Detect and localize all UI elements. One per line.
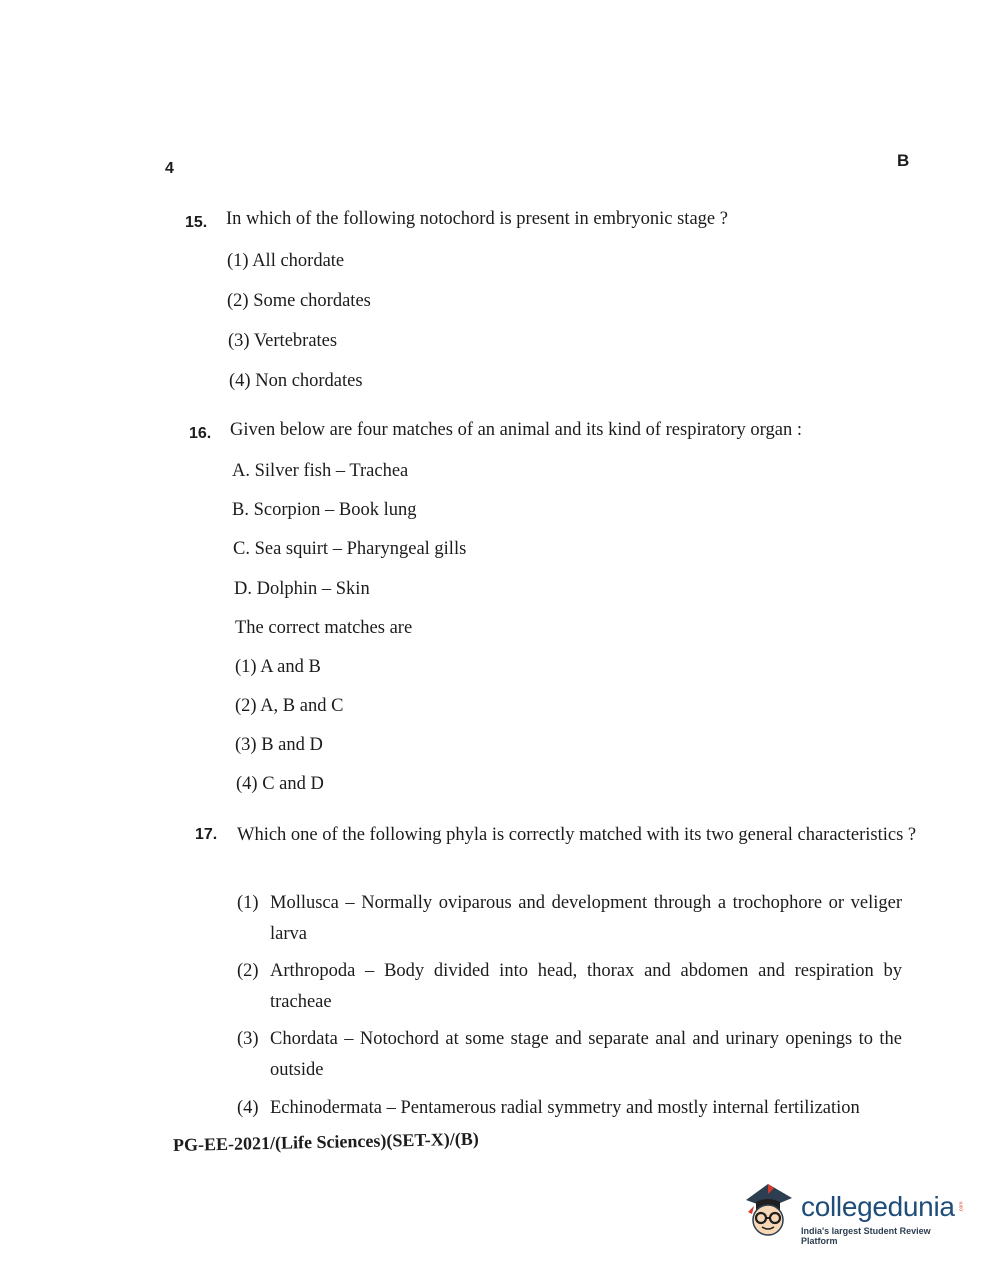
option-text: All chordate [252,251,345,271]
option-number: (3) [235,735,257,755]
option-4 [229,371,363,392]
option-3 [235,735,323,756]
match-letter: C. [233,539,250,559]
match-c [233,539,466,560]
question-number: 17. [195,826,218,843]
match-letter: D. [234,579,252,599]
question-prompt: The correct matches are [235,618,413,638]
question-number: 15. [185,214,208,231]
match-letter: B. [232,500,249,520]
option-text: Chordata – Notochord at some stage and separate anal and urinary openings to the outside [270,1029,902,1080]
match-b [232,500,417,521]
option-number: (1) [227,251,249,271]
match-a [232,461,408,482]
set-code: B [897,151,910,170]
option-text: B and D [261,735,323,755]
option-number: (1) [235,657,257,677]
question-number: 16. [189,425,212,442]
option-text: A and B [260,657,321,677]
option-2 [227,291,371,312]
option-1 [237,888,902,950]
mascot-icon [738,1180,798,1242]
brand-suffix: .com [958,1201,965,1213]
option-text: A, B and C [260,696,344,716]
option-number: (2) [235,696,257,716]
option-3 [228,331,337,352]
option-number: (2) [227,291,249,311]
option-number: (3) [237,1029,259,1049]
option-number: (4) [229,371,251,391]
option-number: (4) [236,774,258,794]
option-number: (2) [237,961,259,981]
option-text: Vertebrates [253,331,338,351]
option-number: (3) [228,331,250,351]
option-text: Arthropoda – Body divided into head, thorax and abdomen and respiration by tracheae [270,961,902,1012]
match-d [234,579,370,600]
option-text: Mollusca – Normally oviparous and development through a trochophore or veliger larva [270,893,902,944]
option-3 [237,1024,902,1086]
match-text: Dolphin – Skin [256,579,370,599]
option-number: (4) [237,1098,259,1118]
option-4 [237,1093,902,1124]
question-text: In which of the following notochord is present in embryonic stage ? [226,209,728,229]
match-text: Silver fish – Trachea [254,461,409,481]
question-text: Which one of the following phyla is correctly matched with its two general characteristics ? [237,825,917,845]
option-2 [237,956,902,1018]
match-text: Scorpion – Book lung [253,500,417,520]
option-text: Non chordates [255,371,363,391]
question-text: Given below are four matches of an animal and its kind of respiratory organ : [230,420,802,440]
footer-exam-code: PG-EE-2021/(Life Sciences)(SET-X)/(B) [172,1128,479,1155]
brand-tagline: India's largest Student Review Platform [801,1226,931,1246]
option-text: Echinodermata – Pentamerous radial symmetry and mostly internal fertilization [270,1098,860,1118]
brand-name: collegedunia [801,1191,955,1222]
page-number: 4 [165,160,174,177]
option-text: Some chordates [253,291,371,311]
option-1 [235,657,321,678]
option-number: (1) [237,893,259,913]
match-text: Sea squirt – Pharyngeal gills [254,539,467,559]
option-text: C and D [262,774,324,794]
option-1 [227,251,344,272]
option-2 [235,696,343,717]
option-4 [236,774,324,795]
match-letter: A. [232,461,250,481]
collegedunia-watermark [738,1180,968,1250]
